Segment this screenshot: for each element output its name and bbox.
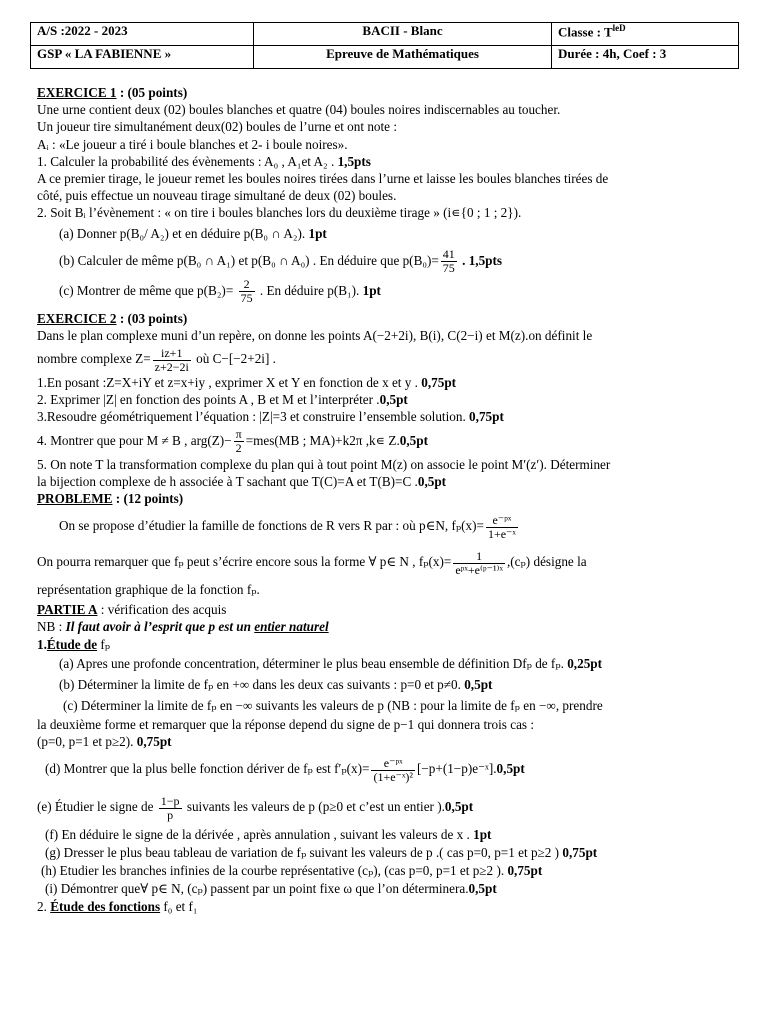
prob-title: PROBLEME bbox=[37, 491, 113, 507]
fraction-den: 75 bbox=[442, 261, 455, 276]
fraction-num: 1−p bbox=[160, 793, 180, 808]
q-c3-text: (p=0, p=1 et p≥2). bbox=[37, 734, 137, 750]
ex1-q2c-text2: . En déduire p(B₁). bbox=[256, 282, 363, 298]
fraction-num: π bbox=[235, 427, 242, 442]
q-h-text: (h) Etudier les branches infinies de la courbe représentative (cₚ), (cas p=0, p=1 et p≥2 ). bbox=[41, 863, 508, 879]
ex2-q4-text: 4. Montrer que pour M ≠ B , arg(Z)− bbox=[37, 432, 232, 448]
prob-line1-text: On se propose d’étudier la famille de fonctions de R vers R par : où p∈N, fₚ(x)= bbox=[59, 518, 484, 534]
ex1-line5: A ce premier tirage, le joueur remet les boules noires tirées dans l’urne et laisse les boules blanches tirées de bbox=[37, 171, 609, 187]
fraction-num: iz+1 bbox=[153, 347, 191, 361]
fraction-derivative bbox=[371, 757, 415, 784]
ex2-title: EXERCICE 2 bbox=[37, 310, 117, 326]
ex2-points: : (03 points) bbox=[116, 310, 188, 326]
fraction-den: 75 bbox=[240, 291, 253, 306]
q-g-text: (g) Dresser le plus beau tableau de variation de fₚ suivant les valeurs de p .( cas p=0, p=1 et p≥2 ) bbox=[45, 845, 563, 861]
ex1-q2a-text: (a) Donner p(B₀/ A₂) et en déduire p(B₀ ∩ A₂). bbox=[59, 225, 309, 241]
q-f-pts: 1pt bbox=[473, 827, 492, 843]
year-cell: A/S :2022 - 2023 bbox=[31, 23, 254, 46]
q-d-text2: [−p+(1−p)e⁻ˣ]. bbox=[416, 761, 497, 777]
duration-cell: Durée : 4h, Coef : 3 bbox=[552, 46, 739, 69]
q-i bbox=[37, 880, 737, 898]
ex2-line2-text: nombre complexe Z= bbox=[37, 351, 151, 367]
fraction-fp2 bbox=[453, 550, 505, 577]
ex2-q5-pts: 0,5pt bbox=[417, 473, 447, 489]
q-e-pts: 0,5pt bbox=[444, 799, 474, 815]
section1-heading bbox=[37, 636, 737, 653]
q-d-text: (d) Montrer que la plus belle fonction dériver de fₚ est f′ₚ(x)= bbox=[45, 761, 370, 777]
fraction-den: (1+e⁻ˣ)² bbox=[373, 769, 413, 784]
ex1-q1-pts: 1,5pts bbox=[337, 153, 371, 169]
ex2-q2-text: 2. Exprimer |Z| en fonction des points A , B et M et l’interpréter . bbox=[37, 392, 380, 408]
prob-points: : (12 points) bbox=[112, 491, 184, 507]
class-label: Classe : T bbox=[558, 24, 613, 40]
fraction-den: p bbox=[167, 807, 174, 822]
q-c-pts: 0,75pt bbox=[136, 734, 172, 750]
q-a-text: (a) Apres une profonde concentration, déterminer le plus beau ensemble de définition Dfₚ de fₚ. bbox=[59, 655, 568, 671]
q-f-text: (f) En déduire le signe de la dérivée , après annulation , suivant les valeurs de x . bbox=[45, 827, 474, 843]
class-cell bbox=[552, 23, 739, 46]
q-h bbox=[37, 862, 737, 880]
section2-funcs: f₀ et f₁ bbox=[160, 899, 198, 915]
exam-type-cell: BACII - Blanc bbox=[254, 23, 552, 46]
section1-num: 1. bbox=[37, 636, 47, 652]
ex1-q1 bbox=[37, 153, 737, 170]
ex2-q3 bbox=[37, 408, 737, 425]
section1-title: Étude de bbox=[46, 636, 98, 652]
fraction-num: 1 bbox=[453, 550, 505, 564]
ex2-heading bbox=[37, 310, 737, 327]
partA-title: PARTIE A bbox=[37, 602, 98, 618]
ex2-q1-text: 1.En posant :Z=X+iY et z=x+iy , exprimer X et Y en fonction de x et y . bbox=[37, 375, 422, 391]
ex2-line2-text2: où C−[−2+2i] . bbox=[192, 351, 276, 367]
ex2-line1: Dans le plan complexe muni d’un repère, on donne les points A(−2+2i), B(i), C(2−i) et M(z).on définit le bbox=[37, 327, 593, 343]
ex1-q2b-text: (b) Calculer de même p(B₀ ∩ A₁) et p(B₀ ∩ A₀) . En déduire que p(B₀)= bbox=[59, 252, 439, 268]
ex2-q4-pts: 0,5pt bbox=[399, 432, 428, 448]
ex1-heading bbox=[37, 84, 737, 101]
ex1-q2c bbox=[37, 276, 737, 306]
ex1-line6: côté, puis effectue un nouveau tirage simultané de deux (02) boules. bbox=[37, 188, 397, 204]
q-b-pts: 0,5pt bbox=[464, 676, 493, 692]
nb-text: Il faut avoir à l’esprit que p est un bbox=[65, 619, 255, 635]
ex2-q1 bbox=[37, 374, 737, 391]
class-sup: leD bbox=[612, 23, 626, 33]
fraction-num: 2 bbox=[239, 278, 255, 292]
q-g bbox=[37, 844, 737, 862]
fraction-num: e⁻ᵖˣ bbox=[486, 514, 518, 528]
ex2-q4 bbox=[37, 426, 737, 456]
prob-heading bbox=[37, 490, 737, 507]
q-b bbox=[37, 674, 737, 695]
fraction-den: 1+e⁻ˣ bbox=[487, 526, 516, 541]
prob-line3: représentation graphique de la fonction fₚ. bbox=[37, 582, 260, 598]
q-e-text: (e) Étudier le signe de bbox=[37, 799, 157, 815]
ex2-q3-pts: 0,75pt bbox=[469, 409, 504, 425]
fraction-den: z+2−2i bbox=[154, 359, 189, 374]
ex2-q5b bbox=[37, 473, 737, 490]
subject-cell: Epreuve de Mathématiques bbox=[254, 46, 552, 69]
prob-line2-text: On pourra remarquer que fₚ peut s’écrire encore sous la forme ∀ p∈ N , fₚ(x)= bbox=[37, 554, 452, 570]
q-e-text2: suivants les valeurs de p (p≥0 et c’est un entier ). bbox=[183, 799, 445, 815]
ex2-q2-pts: 0,5pt bbox=[379, 392, 408, 408]
ex1-q2b-pts: . 1,5pts bbox=[458, 252, 503, 268]
fraction-num: 41 bbox=[442, 247, 455, 262]
q-h-pts: 0,75pt bbox=[507, 863, 543, 879]
fraction-1-p bbox=[159, 795, 182, 822]
ex2-q5b-text: la bijection complexe de h associée à T sachant que T(C)=A et T(B)=C . bbox=[37, 473, 418, 489]
q-g-pts: 0,75pt bbox=[562, 845, 598, 861]
fraction-2-75 bbox=[239, 278, 255, 305]
nb-line bbox=[37, 618, 737, 635]
ex1-q2a bbox=[37, 222, 737, 246]
ex1-line2: Un joueur tire simultanément deux(02) boules de l’urne et ont note : bbox=[37, 119, 397, 135]
ex1-line3: Aᵢ : «Le joueur a tiré i boule blanches et 2- i boule noires». bbox=[37, 136, 348, 152]
ex1-q1-text: 1. Calculer la probabilité des évènements : A₀ , A₁et A₂ . bbox=[37, 153, 338, 169]
q-e bbox=[37, 788, 737, 826]
fraction-fp bbox=[486, 514, 518, 541]
ex1-q2c-text: (c) Montrer de même que p(B₂)= bbox=[59, 282, 237, 298]
section2-heading bbox=[37, 898, 737, 915]
q-f bbox=[37, 826, 737, 844]
q-c3 bbox=[37, 733, 737, 750]
prob-line1 bbox=[37, 507, 737, 545]
fraction-den: 2 bbox=[235, 441, 242, 456]
section1-func: fₚ bbox=[97, 636, 111, 652]
partA-heading bbox=[37, 601, 737, 618]
ex2-q1-pts: 0,75pt bbox=[421, 375, 457, 391]
ex1-q2: 2. Soit Bᵢ l’évènement : « on tire i boules blanches lors du deuxième tirage » (i∊{0 ; 1 ; 2}). bbox=[37, 205, 522, 221]
ex2-q4-text2: =mes(MB ; MA)+k2π ,k∊ Z. bbox=[245, 432, 400, 448]
ex1-title: EXERCICE 1 bbox=[37, 85, 117, 100]
q-d bbox=[37, 750, 737, 788]
nb-label: NB : bbox=[37, 619, 66, 635]
nb-emphasis: entier naturel bbox=[254, 619, 329, 635]
q-c2: la deuxième forme et remarquer que la réponse depend du signe de p−1 qui donnera trois cas : bbox=[37, 716, 535, 732]
ex1-q2c-pts: 1pt bbox=[362, 282, 381, 298]
q-a-pts: 0,25pt bbox=[567, 655, 603, 671]
q-b-text: (b) Déterminer la limite de fₚ en +∞ dans les deux cas suivants : p=0 et p≠0. bbox=[59, 676, 465, 692]
fraction-Z bbox=[153, 347, 191, 374]
prob-line2-text2: ,(cₚ) désigne la bbox=[506, 554, 587, 570]
ex1-points: : (05 points) bbox=[116, 85, 188, 100]
q-d-pts: 0,5pt bbox=[496, 761, 525, 777]
ex1-line1: Une urne contient deux (02) boules blanches et quatre (04) boules noires indiscernables au toucher. bbox=[37, 102, 561, 118]
section2-num: 2. bbox=[37, 899, 51, 915]
q-a bbox=[37, 653, 737, 674]
ex1-q2b bbox=[37, 246, 737, 276]
ex2-q3-text: 3.Resoudre géométriquement l’équation : |Z|=3 et construire l’ensemble solution. bbox=[37, 409, 470, 425]
section2-title: Étude des fonctions bbox=[50, 899, 161, 915]
prob-line2 bbox=[37, 545, 737, 579]
fraction-den: eᵖˣ+e⁽ᵖ⁻¹⁾ˣ bbox=[455, 562, 503, 577]
school-cell: GSP « LA FABIENNE » bbox=[31, 46, 254, 69]
header-table bbox=[30, 22, 739, 69]
partA-subtitle: : vérification des acquis bbox=[97, 602, 227, 618]
fraction-41-75 bbox=[441, 248, 457, 275]
q-i-pts: 0,5pt bbox=[468, 881, 497, 897]
ex2-q2 bbox=[37, 391, 737, 408]
fraction-num: e⁻ᵖˣ bbox=[371, 757, 415, 771]
ex2-q5: 5. On note T la transformation complexe du plan qui à tout point M(z) on associe le point M′(z′). Déterminer bbox=[37, 456, 611, 472]
q-i-text: (i) Démontrer que∀ p∈ N, (cₚ) passent par un point fixe ω que l’on déterminera. bbox=[45, 881, 469, 897]
exam-body bbox=[37, 84, 737, 915]
fraction-pi-2 bbox=[234, 428, 244, 455]
ex2-line2 bbox=[37, 344, 737, 374]
ex1-q2a-pts: 1pt bbox=[308, 225, 327, 241]
q-c: (c) Déterminer la limite de fₚ en −∞ suivants les valeurs de p (NB : pour la limite de fₚ en −∞, prendre bbox=[63, 697, 603, 713]
